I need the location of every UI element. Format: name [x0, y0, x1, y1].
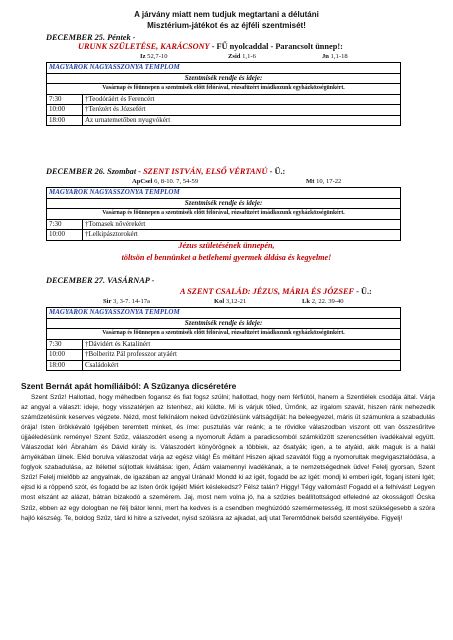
day2-feast: SZENT ISTVÁN, ELSŐ VÉRTANÚ [143, 167, 268, 176]
day1-feast: URUNK SZÜLETÉSE, KARÁCSONY [78, 42, 210, 51]
day3-date: DECEMBER 27. VASÁRNAP - [46, 276, 155, 285]
day2-reading-2: Mt 10, 17-22 [306, 178, 342, 185]
christmas-wish-line-2: töltsön el bennünket a betlehemi gyermek áldása és kegyelme! [121, 253, 332, 262]
table-row: 10:00 †Lelkipásztorokért [47, 230, 401, 241]
table-row: 18:00 Az urnatemetőben nyugvókért [47, 115, 401, 126]
day3-reading-2: Kol 3,12-21 [214, 298, 247, 305]
christmas-wish [0, 240, 453, 264]
day2-date: DECEMBER 26. Szombat - [46, 167, 141, 176]
day1-schedule-table [46, 62, 401, 126]
christmas-wish-line-1: Jézus születésének ünnepén, [178, 241, 275, 250]
day2-note: Vasárnap és főünnepen a szentmisék előtt félórával, rózsafüzért imádkozunk egyházközségünkért. [47, 209, 401, 220]
table-row: 10:00 †Bolberitz Pál professzor atyáért [47, 350, 401, 361]
day1-extra: - FŰ nyolcaddal - Parancsolt ünnep!: [209, 42, 343, 51]
day1-date: DECEMBER 25. Péntek - [46, 33, 136, 42]
table-row: 18:00 Családokért [47, 360, 401, 371]
day2-extra: - Ü.: [267, 167, 286, 176]
day2-schedule-head: Szentmisék rendje és ideje: [47, 198, 401, 209]
day1-reading-3: Jn 1,1-18 [322, 53, 348, 60]
notice-line-2: Misztérium-játékot és az éjféli szentmisét! [147, 21, 306, 30]
day3-feast-line [180, 287, 372, 296]
day3-feast: A SZENT CSALÁD: JÉZUS, MÁRIA ÉS JÓZSEF [180, 287, 355, 296]
day2-schedule-table [46, 187, 401, 241]
table-row: 7:30 †Dávidért és Katalinért [47, 339, 401, 350]
day3-schedule-head: Szentmisék rendje és ideje: [47, 318, 401, 329]
day1-note: Vasárnap és főünnepen a szentmisék előtt félórával, rózsafüzért imádkozunk egyházközségünkért. [47, 84, 401, 95]
day1-church: MAGYAROK NAGYASSZONYA TEMPLOM [47, 63, 401, 74]
day1-feast-line [78, 42, 343, 51]
day1-reading-1: Iz 52,7-10 [140, 53, 168, 60]
homily-text: Szent Szűz! Hallottad, hogy méhedben fogansz és fiat fogsz szülni; hallottad, hogy nem férfiútól, hanem a Szentlélek csodája által. Várja az angyal a választ: ideje, hogy visszatérjen az Istenhez, aki küldte. Mi is várjuk tőled, Úrnőnk, az irgalom szavát, hiszen ránk nehezedik száműzetésünk keserves végzete. Nézd, most felkínálom neked üdvözülésünk váltságdíját: ha beleegyezel, máris üt számunkra a szabadulás órája! Isten örökkévaló Igéjében teremtett minket, és íme: pusztulás vár reánk; a te rövidke válaszodban viszont ott van összesűrítve újjáéledésünk reménye! Szent Szűz, válaszodért eseng a nyomorult Ádám a paradicsomból számkiűzött szerencsétlen ivadékaival együtt. Válaszodat kéri Ábrahám és Dávid király is. Válaszodért könyörögnek a többiek, az ősatyák; igen, a te atyáid, akik maguk is a halál árnyékában ülnek. Eléd borulva válaszodat várja az egész világ! És méltán! Hiszen ajkad szavától függ a nyomorultak megvigasztalódása, a foglyok szabadulása, az ítélettel sújtottak kiváltása: igen, Ádám valamennyi ivadékának, a te nemzetségednek üdve! Felelj gyorsan, Szent Szűz! Felelj mielőbb az angyalnak, de igazában az angyal Urának! Mondd ki az igét, fogadd be az Igét: mondj ki emberi igét, foganj isteni Igét; ejtsd ki a röppenő szót, és fogadd be az Isten örök Igéjét! Miért késlekedsz? Félsz talán? Higgy! Tégy vallomást! Fogadd el a felhívást! Legyen most elszánt az alázat, bátran bizakodó a szemérem. Jaj, most nem volna jó, ha a szűzies beállítottságod elfeledné az okosságot! Ócska Szűz, ebben az egy dologban ne félj bátor lenni, mert ha kedves is a csendben meghúzódó szemérmetesség, itt most szükségesebb a szóra hajló készség. Te, boldog Szűz, tárd ki hitre a szívedet, nyisd szólásra az ajkadat, adj utat Teremtődnek belsőd szentélyébe. Figyelj! [21, 394, 435, 522]
day3-heading [46, 276, 154, 285]
day3-schedule-table [46, 307, 401, 371]
day2-heading [46, 167, 285, 176]
day3-reading-3: Lk 2, 22. 39-40 [302, 298, 344, 305]
homily-title: Szent Bernát apát homíliáiból: A Szűzanya dicséretére [21, 381, 237, 391]
notice-line-1: A járvány miatt nem tudjuk megtartani a délutáni [134, 10, 319, 19]
day1-heading [46, 33, 135, 42]
table-row: 7:30 †Tomasek nővérekért [47, 219, 401, 230]
day3-note: Vasárnap és főünnepen a szentmisék előtt félórával, rózsafüzért imádkozunk egyházközségünkért. [47, 329, 401, 340]
day1-reading-2: Zsid 1,1-6 [228, 53, 256, 60]
table-row: 10:00 †Terézért és Józsefért [47, 105, 401, 116]
table-row: 7:30 †Teodóráért és Ferencért [47, 94, 401, 105]
day1-schedule-head: Szentmisék rendje és ideje: [47, 73, 401, 84]
day3-extra: - Ü.: [354, 287, 372, 296]
notice-banner [0, 9, 453, 31]
day3-reading-1: Sir 3, 3-7. 14-17a [103, 298, 150, 305]
day2-reading-1: ApCsel 6, 8-10. 7, 54-59 [132, 178, 199, 185]
day2-church: MAGYAROK NAGYASSZONYA TEMPLOM [47, 188, 401, 199]
day3-church: MAGYAROK NAGYASSZONYA TEMPLOM [47, 308, 401, 319]
